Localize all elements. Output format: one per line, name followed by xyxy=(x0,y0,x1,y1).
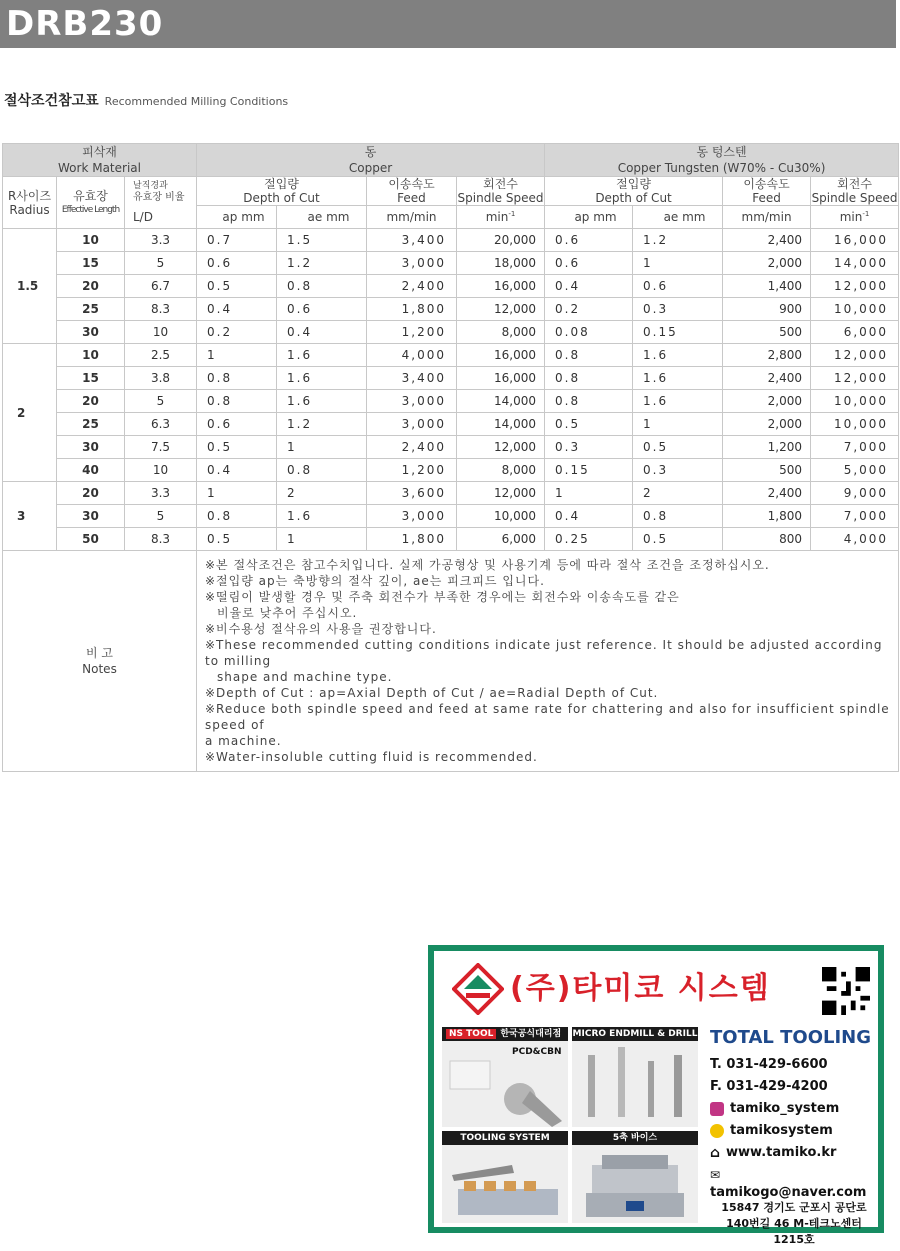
ae-cell: 1.6 xyxy=(277,344,367,367)
kakao: tamikosystem xyxy=(730,1123,833,1138)
ae-cell: 1.6 xyxy=(277,390,367,413)
speed-cell: 12,000 xyxy=(811,367,899,390)
home-icon: ⌂ xyxy=(710,1144,721,1161)
notes-cell xyxy=(197,551,899,772)
effective-length-cell: 25 xyxy=(57,298,125,321)
speed-cell: 16,000 xyxy=(457,275,545,298)
ap-cell: 0.5 xyxy=(197,275,277,298)
feed-cell: 3,000 xyxy=(367,390,457,413)
ae-cell: 0.8 xyxy=(277,275,367,298)
work-material-header xyxy=(3,144,197,177)
effective-length-cell: 20 xyxy=(57,275,125,298)
feed-header-cu xyxy=(367,177,457,206)
ae-cell: 0.3 xyxy=(633,298,723,321)
feed-cell: 2,400 xyxy=(723,229,811,252)
ap-cell: 0.8 xyxy=(197,367,277,390)
ld-cell: 3.8 xyxy=(125,367,197,390)
copper-en: Copper xyxy=(348,161,393,175)
total-tooling: TOTAL TOOLING xyxy=(710,1027,872,1048)
table-row xyxy=(3,367,899,390)
ap-cell: 0.5 xyxy=(197,436,277,459)
radius-cell: 2 xyxy=(3,344,57,482)
note-line: ※These recommended cutting conditions indicate just reference. It should be adjusted according to milling xyxy=(205,638,883,668)
speed-cell: 7,000 xyxy=(811,436,899,459)
ap-cell: 0.7 xyxy=(197,229,277,252)
feed-cell: 1,800 xyxy=(723,505,811,528)
speed-cell: 12,000 xyxy=(811,275,899,298)
ld-cell: 7.5 xyxy=(125,436,197,459)
effective-length-cell: 30 xyxy=(57,505,125,528)
ap-unit: ap mm xyxy=(545,206,633,229)
speed-cell: 5,000 xyxy=(811,459,899,482)
ae-cell: 1.6 xyxy=(633,344,723,367)
effective-length-cell: 10 xyxy=(57,344,125,367)
ap-cell: 0.6 xyxy=(197,413,277,436)
min-label: min xyxy=(839,210,863,224)
feed-en: Feed xyxy=(752,191,781,205)
feed-header-cuw xyxy=(723,177,811,206)
ae-cell: 1 xyxy=(277,528,367,551)
table-row xyxy=(3,275,899,298)
ld-cell: 5 xyxy=(125,505,197,528)
feed-cell: 1,800 xyxy=(367,298,457,321)
ld-cell: 10 xyxy=(125,321,197,344)
ae-cell: 1.5 xyxy=(277,229,367,252)
ae-cell: 1.2 xyxy=(277,252,367,275)
speed-cell: 10,000 xyxy=(457,505,545,528)
note-line: ※비수용성 절삭유의 사용을 권장합니다. xyxy=(205,622,437,636)
speed-cell: 8,000 xyxy=(457,321,545,344)
ae-cell: 0.3 xyxy=(633,459,723,482)
ae-cell: 0.6 xyxy=(633,275,723,298)
speed-cell: 12,000 xyxy=(457,298,545,321)
ap-unit: ap mm xyxy=(197,206,277,229)
speed-cell: 4,000 xyxy=(811,528,899,551)
ap-cell: 0.15 xyxy=(545,459,633,482)
endmill-image-icon xyxy=(442,1041,568,1127)
feed-cell: 500 xyxy=(723,321,811,344)
ae-cell: 1.6 xyxy=(277,505,367,528)
note-line: ※Water-insoluble cutting fluid is recommended. xyxy=(205,750,538,764)
ld-cell: 5 xyxy=(125,390,197,413)
cuw-en: Copper Tungsten (W70% - Cu30%) xyxy=(617,161,826,175)
feed-cell: 1,200 xyxy=(367,459,457,482)
effective-length-cell: 30 xyxy=(57,436,125,459)
doc-ko: 절입량 xyxy=(264,177,299,191)
ld-cell: 6.3 xyxy=(125,413,197,436)
fax: F. 031-429-4200 xyxy=(710,1079,828,1094)
feed-cell: 3,600 xyxy=(367,482,457,505)
table-row xyxy=(3,390,899,413)
ae-cell: 0.4 xyxy=(277,321,367,344)
effective-length-cell: 50 xyxy=(57,528,125,551)
toolholder-image-icon xyxy=(442,1145,568,1223)
ap-cell: 0.6 xyxy=(545,252,633,275)
address xyxy=(710,1200,878,1248)
table-row xyxy=(3,528,899,551)
speed-ko: 회전수 xyxy=(483,177,518,191)
speed-cell: 7,000 xyxy=(811,505,899,528)
feed-cell: 2,000 xyxy=(723,390,811,413)
effective-length-cell: 15 xyxy=(57,367,125,390)
vise-image-icon xyxy=(572,1145,698,1223)
feed-cell: 3,000 xyxy=(367,413,457,436)
speed-cell: 16,000 xyxy=(457,344,545,367)
ae-cell: 1.2 xyxy=(277,413,367,436)
feed-cell: 1,800 xyxy=(367,528,457,551)
tooling-system-label: TOOLING SYSTEM xyxy=(442,1131,568,1145)
effective-length-cell: 30 xyxy=(57,321,125,344)
micro-endmill-tile xyxy=(572,1027,698,1127)
speed-cell: 14,000 xyxy=(811,252,899,275)
speed-cell: 10,000 xyxy=(811,390,899,413)
feed-cell: 2,400 xyxy=(723,367,811,390)
ap-cell: 0.8 xyxy=(545,344,633,367)
ae-cell: 1 xyxy=(277,436,367,459)
speed-cell: 6,000 xyxy=(457,528,545,551)
table-row xyxy=(3,459,899,482)
ld-cell: 3.3 xyxy=(125,482,197,505)
ae-cell: 1.6 xyxy=(277,367,367,390)
kakao-icon xyxy=(710,1124,724,1138)
speed-unit xyxy=(811,206,899,229)
table-row xyxy=(3,229,899,252)
work-material-ko: 피삭재 xyxy=(82,145,117,159)
ld-cell: 3.3 xyxy=(125,229,197,252)
radius-ko: R사이즈 xyxy=(7,188,52,203)
qr-code-icon xyxy=(822,967,870,1015)
radius-cell: 3 xyxy=(3,482,57,551)
ae-cell: 0.6 xyxy=(277,298,367,321)
speed-en: Spindle Speed xyxy=(457,191,544,205)
ae-cell: 0.8 xyxy=(633,505,723,528)
section-heading-en: Recommended Milling Conditions xyxy=(104,95,289,108)
5axis-vise-label: 5축 바이스 xyxy=(572,1131,698,1145)
speed-cell: 12,000 xyxy=(457,436,545,459)
feed-cell: 2,400 xyxy=(367,436,457,459)
ap-cell: 0.8 xyxy=(197,390,277,413)
milling-conditions-table xyxy=(2,143,899,772)
copper-header xyxy=(197,144,545,177)
feed-cell: 3,400 xyxy=(367,367,457,390)
table-row xyxy=(3,482,899,505)
ae-cell: 1.6 xyxy=(633,367,723,390)
company-name: (주)타미코 시스템 xyxy=(510,971,771,1006)
table-row xyxy=(3,252,899,275)
ae-cell: 1 xyxy=(633,413,723,436)
ae-cell: 0.15 xyxy=(633,321,723,344)
doc-ko: 절입량 xyxy=(616,177,651,191)
ns-tool-tilebar xyxy=(442,1027,568,1041)
doc-header-cu xyxy=(197,177,367,206)
ap-cell: 0.2 xyxy=(197,321,277,344)
feed-cell: 4,000 xyxy=(367,344,457,367)
ap-cell: 0.8 xyxy=(545,390,633,413)
speed-cell: 9,000 xyxy=(811,482,899,505)
ae-cell: 1 xyxy=(633,252,723,275)
ae-unit: ae mm xyxy=(633,206,723,229)
title-bar xyxy=(0,0,896,48)
ld-cell: 6.7 xyxy=(125,275,197,298)
feed-cell: 800 xyxy=(723,528,811,551)
ae-cell: 2 xyxy=(277,482,367,505)
ap-cell: 0.6 xyxy=(197,252,277,275)
website: www.tamiko.kr xyxy=(726,1145,837,1160)
feed-cell: 2,800 xyxy=(723,344,811,367)
micro-tools-image-icon xyxy=(572,1041,698,1127)
ld-ko1: 날직경과 xyxy=(133,181,168,191)
effective-length-header xyxy=(57,177,125,229)
web-row xyxy=(710,1144,878,1162)
table-row xyxy=(3,344,899,367)
contact-block xyxy=(710,1027,878,1248)
ae-cell: 2 xyxy=(633,482,723,505)
effective-length-cell: 40 xyxy=(57,459,125,482)
speed-ko: 회전수 xyxy=(837,177,872,191)
notes-label-en: Notes xyxy=(82,662,117,676)
note-line: ※절입량 ap는 축방향의 절삭 깊이, ae는 피크피드 입니다. xyxy=(205,574,545,588)
ld-header xyxy=(125,177,197,229)
notes-label xyxy=(3,551,197,772)
ld-cell: 10 xyxy=(125,459,197,482)
notes-label-ko: 비 고 xyxy=(86,646,113,660)
note-line: a machine. xyxy=(205,734,282,748)
feed-cell: 3,000 xyxy=(367,252,457,275)
speed-cell: 14,000 xyxy=(457,413,545,436)
effective-length-cell: 20 xyxy=(57,482,125,505)
table-row xyxy=(3,436,899,459)
ap-cell: 0.5 xyxy=(545,413,633,436)
ld-cell: 8.3 xyxy=(125,298,197,321)
mail-icon: ✉ xyxy=(710,1167,721,1182)
radius-en: Radius xyxy=(9,202,50,217)
feed-en: Feed xyxy=(397,191,426,205)
ae-cell: 0.5 xyxy=(633,528,723,551)
doc-en: Depth of Cut xyxy=(243,191,320,205)
speed-cell: 8,000 xyxy=(457,459,545,482)
feed-cell: 2,400 xyxy=(367,275,457,298)
note-line: shape and machine type. xyxy=(217,670,393,684)
ap-cell: 0.4 xyxy=(545,275,633,298)
ad-inner xyxy=(434,951,878,1246)
feed-unit: mm/min xyxy=(367,206,457,229)
advertisement-banner xyxy=(428,945,884,1246)
ld-cell: 2.5 xyxy=(125,344,197,367)
effective-length-cell: 10 xyxy=(57,229,125,252)
feed-cell: 1,200 xyxy=(723,436,811,459)
email-row xyxy=(710,1166,878,1200)
eff-len-ko: 유효장 xyxy=(73,188,108,203)
effective-length-cell: 15 xyxy=(57,252,125,275)
copper-tungsten-header xyxy=(545,144,899,177)
note-line: ※Reduce both spindle speed and feed at same rate for chattering and also for insufficient spindle speed of xyxy=(205,702,890,732)
feed-cell: 500 xyxy=(723,459,811,482)
speed-cell: 20,000 xyxy=(457,229,545,252)
instagram-icon xyxy=(710,1102,724,1116)
effective-length-cell: 20 xyxy=(57,390,125,413)
min-label: min xyxy=(485,210,509,224)
section-heading xyxy=(4,90,288,110)
ae-cell: 0.8 xyxy=(277,459,367,482)
note-line: ※Depth of Cut : ap=Axial Depth of Cut / ae=Radial Depth of Cut. xyxy=(205,686,659,700)
feed-cell: 900 xyxy=(723,298,811,321)
page-title: DRB230 xyxy=(6,4,164,44)
ap-cell: 1 xyxy=(545,482,633,505)
instagram-row xyxy=(710,1100,878,1118)
note-line: ※본 절삭조건은 참고수치입니다. 실제 가공형상 및 사용기계 등에 따라 절삭 조건을 조정하십시오. xyxy=(205,558,770,572)
ap-cell: 1 xyxy=(197,482,277,505)
feed-cell: 1,400 xyxy=(723,275,811,298)
ns-tool-label: 한국공식대리점 xyxy=(500,1029,562,1039)
ap-cell: 0.8 xyxy=(545,367,633,390)
micro-endmill-label: MICRO ENDMILL & DRILL xyxy=(572,1029,698,1039)
speed-cell: 10,000 xyxy=(811,413,899,436)
speed-cell: 16,000 xyxy=(457,367,545,390)
cuw-ko: 동 텅스텐 xyxy=(696,145,747,159)
min-sup: -1 xyxy=(508,210,516,218)
copper-ko: 동 xyxy=(364,145,377,159)
effective-length-cell: 25 xyxy=(57,413,125,436)
ap-cell: 0.8 xyxy=(197,505,277,528)
feed-ko: 이송속도 xyxy=(743,177,790,191)
speed-header-cuw xyxy=(811,177,899,206)
instagram: tamiko_system xyxy=(730,1101,840,1116)
feed-cell: 1,200 xyxy=(367,321,457,344)
ap-cell: 0.6 xyxy=(545,229,633,252)
speed-unit xyxy=(457,206,545,229)
ap-cell: 1 xyxy=(197,344,277,367)
table-row xyxy=(3,298,899,321)
radius-header xyxy=(3,177,57,229)
speed-cell: 10,000 xyxy=(811,298,899,321)
speed-cell: 14,000 xyxy=(457,390,545,413)
ae-cell: 0.5 xyxy=(633,436,723,459)
ae-cell: 1.6 xyxy=(633,390,723,413)
company-logo-icon xyxy=(452,963,504,1015)
address-line1: 15847 경기도 군포시 공단로 xyxy=(721,1201,867,1214)
speed-header-cu xyxy=(457,177,545,206)
ap-cell: 0.4 xyxy=(197,298,277,321)
feed-cell: 2,400 xyxy=(723,482,811,505)
address-line2: 140번길 46 M-테크노센터 1215호 xyxy=(726,1217,862,1246)
kakao-row xyxy=(710,1122,878,1140)
work-material-en: Work Material xyxy=(58,161,141,175)
ap-cell: 0.08 xyxy=(545,321,633,344)
feed-cell: 2,000 xyxy=(723,252,811,275)
ns-tool-tile xyxy=(442,1027,568,1127)
table-row xyxy=(3,413,899,436)
speed-en: Spindle Speed xyxy=(811,191,898,205)
ap-cell: 0.25 xyxy=(545,528,633,551)
table-row xyxy=(3,505,899,528)
speed-cell: 18,000 xyxy=(457,252,545,275)
ap-cell: 0.3 xyxy=(545,436,633,459)
doc-header-cuw xyxy=(545,177,723,206)
speed-cell: 12,000 xyxy=(811,344,899,367)
speed-cell: 16,000 xyxy=(811,229,899,252)
ap-cell: 0.2 xyxy=(545,298,633,321)
speed-cell: 12,000 xyxy=(457,482,545,505)
ae-cell: 1.2 xyxy=(633,229,723,252)
feed-cell: 2,000 xyxy=(723,413,811,436)
pcd-cbn-label: PCD&CBN xyxy=(512,1047,562,1057)
table-row xyxy=(3,321,899,344)
phone: T. 031-429-6600 xyxy=(710,1057,828,1072)
ap-cell: 0.5 xyxy=(197,528,277,551)
doc-en: Depth of Cut xyxy=(595,191,672,205)
tooling-system-tile xyxy=(442,1131,568,1223)
ap-cell: 0.4 xyxy=(197,459,277,482)
feed-ko: 이송속도 xyxy=(388,177,435,191)
ld-ko2: 유효장 비율 xyxy=(133,192,185,203)
ae-unit: ae mm xyxy=(277,206,367,229)
feed-cell: 3,000 xyxy=(367,505,457,528)
ld-en: L/D xyxy=(133,210,153,224)
note-line: 비율로 낮추어 주십시오. xyxy=(217,606,358,620)
radius-cell: 1.5 xyxy=(3,229,57,344)
ld-cell: 8.3 xyxy=(125,528,197,551)
5axis-vise-tile xyxy=(572,1131,698,1223)
speed-cell: 6,000 xyxy=(811,321,899,344)
email: tamikogo@naver.com xyxy=(710,1185,867,1200)
eff-len-en: Effective Length xyxy=(61,204,120,215)
section-heading-ko: 절삭조건참고표 xyxy=(4,93,99,109)
ld-cell: 5 xyxy=(125,252,197,275)
feed-unit: mm/min xyxy=(723,206,811,229)
note-line: ※떨림이 발생할 경우 및 주축 회전수가 부족한 경우에는 회전수와 이송속도를 같은 xyxy=(205,590,680,604)
feed-cell: 3,400 xyxy=(367,229,457,252)
ap-cell: 0.4 xyxy=(545,505,633,528)
min-sup: -1 xyxy=(862,210,870,218)
ns-tool-brand: NS TOOL xyxy=(446,1029,496,1039)
